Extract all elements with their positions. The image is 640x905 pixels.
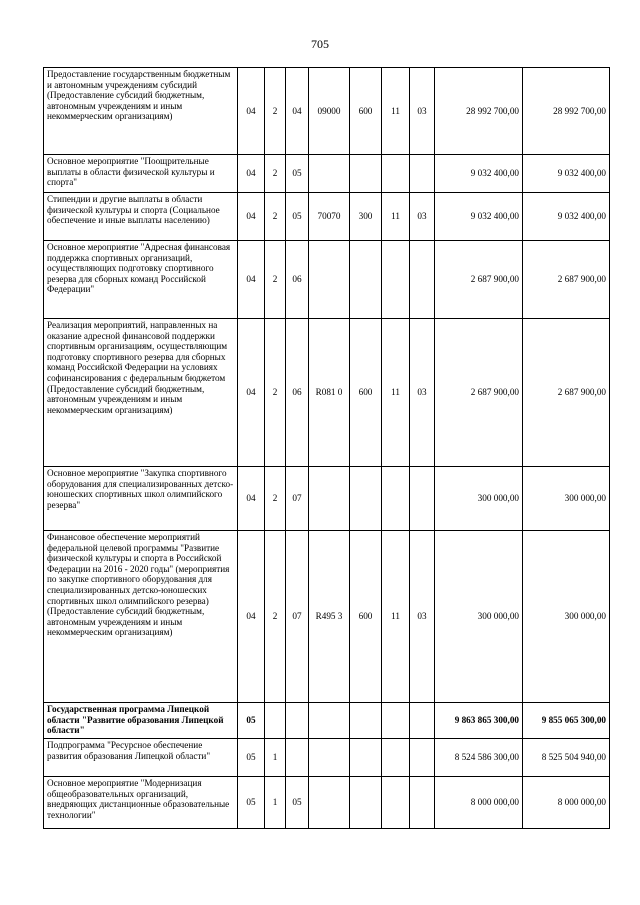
col-expense-type (350, 467, 382, 531)
col-expense-type: 600 (350, 319, 382, 467)
col-amount-1: 9 032 400,00 (435, 193, 523, 241)
table-row (44, 193, 610, 241)
col-item: 05 (286, 777, 309, 829)
col-subsection: 2 (265, 531, 286, 703)
table-row (44, 68, 610, 155)
col-item: 06 (286, 241, 309, 319)
col-target-code (309, 467, 350, 531)
col-section: 05 (238, 703, 265, 739)
col-subdepartment: 03 (410, 193, 435, 241)
col-subsection: 2 (265, 193, 286, 241)
col-amount-1: 28 992 700,00 (435, 68, 523, 155)
col-department: 11 (382, 68, 410, 155)
col-expense-type (350, 241, 382, 319)
col-section: 04 (238, 193, 265, 241)
row-description: Предоставление государственным бюджетным и автономным учреждениям субсидий (Предоставление субсидий бюджетным, автономным учреждениям и иным некоммерческим организациям) (44, 68, 238, 155)
col-section: 05 (238, 739, 265, 777)
col-subdepartment: 03 (410, 319, 435, 467)
col-item: 05 (286, 193, 309, 241)
table-row (44, 703, 610, 739)
col-department (382, 739, 410, 777)
col-target-code: R081 0 (309, 319, 350, 467)
table-row (44, 467, 610, 531)
col-amount-2: 9 855 065 300,00 (523, 703, 610, 739)
col-amount-2: 9 032 400,00 (523, 193, 610, 241)
col-amount-1: 300 000,00 (435, 531, 523, 703)
col-subdepartment (410, 155, 435, 193)
col-subdepartment (410, 777, 435, 829)
col-item (286, 739, 309, 777)
col-subsection: 2 (265, 155, 286, 193)
col-amount-1: 8 000 000,00 (435, 777, 523, 829)
row-description: Государственная программа Липецкой области "Развитие образования Липецкой области" (44, 703, 238, 739)
col-section: 04 (238, 155, 265, 193)
col-department (382, 241, 410, 319)
col-expense-type (350, 777, 382, 829)
col-amount-2: 28 992 700,00 (523, 68, 610, 155)
row-description: Подпрограмма "Ресурсное обеспечение развития образования Липецкой области" (44, 739, 238, 777)
row-description: Основное мероприятие "Закупка спортивного оборудования для специализированных детско-юношеских спортивных школ олимпийского резерва" (44, 467, 238, 531)
col-amount-2: 9 032 400,00 (523, 155, 610, 193)
col-item: 07 (286, 531, 309, 703)
col-subdepartment: 03 (410, 68, 435, 155)
col-subdepartment (410, 467, 435, 531)
col-target-code (309, 777, 350, 829)
col-item (286, 703, 309, 739)
budget-table (43, 67, 610, 829)
col-department: 11 (382, 319, 410, 467)
col-section: 04 (238, 319, 265, 467)
col-amount-2: 8 000 000,00 (523, 777, 610, 829)
col-item: 07 (286, 467, 309, 531)
col-subdepartment: 03 (410, 531, 435, 703)
col-department (382, 777, 410, 829)
col-target-code: 09000 (309, 68, 350, 155)
page-number: 705 (311, 37, 329, 51)
col-section: 05 (238, 777, 265, 829)
col-expense-type: 600 (350, 531, 382, 703)
col-subsection: 2 (265, 467, 286, 531)
col-section: 04 (238, 467, 265, 531)
row-description: Основное мероприятие "Адресная финансовая поддержка спортивных организаций, осуществляющих подготовку спортивного резерва для сборных команд Российской Федерации" (44, 241, 238, 319)
col-department: 11 (382, 193, 410, 241)
col-target-code (309, 739, 350, 777)
col-amount-1: 9 863 865 300,00 (435, 703, 523, 739)
col-amount-2: 300 000,00 (523, 467, 610, 531)
col-subdepartment (410, 703, 435, 739)
col-subdepartment (410, 241, 435, 319)
col-department (382, 467, 410, 531)
col-expense-type (350, 155, 382, 193)
col-department (382, 155, 410, 193)
col-amount-2: 300 000,00 (523, 531, 610, 703)
col-target-code (309, 703, 350, 739)
col-subsection (265, 703, 286, 739)
col-subsection: 2 (265, 319, 286, 467)
col-target-code (309, 155, 350, 193)
col-expense-type: 600 (350, 68, 382, 155)
col-target-code (309, 241, 350, 319)
col-section: 04 (238, 241, 265, 319)
col-subsection: 1 (265, 777, 286, 829)
row-description: Финансовое обеспечение мероприятий федеральной целевой программы "Развитие физической культуры и спорта в Российской Федерации на 2016 - 2020 годы" (мероприятия по закупке спортивного оборудования для специализированных детско-юношеских спортивных школ олимпийского резерва) (Предоставление субсидий бюджетным, автономным учреждениям и иным некоммерческим организациям) (44, 531, 238, 703)
col-department (382, 703, 410, 739)
col-subsection: 1 (265, 739, 286, 777)
col-section: 04 (238, 68, 265, 155)
col-item: 04 (286, 68, 309, 155)
table-row (44, 739, 610, 777)
col-subdepartment (410, 739, 435, 777)
col-item: 05 (286, 155, 309, 193)
col-amount-1: 300 000,00 (435, 467, 523, 531)
col-item: 06 (286, 319, 309, 467)
col-amount-2: 2 687 900,00 (523, 241, 610, 319)
col-amount-1: 8 524 586 300,00 (435, 739, 523, 777)
col-expense-type (350, 739, 382, 777)
col-expense-type (350, 703, 382, 739)
row-description: Основное мероприятие "Модернизация общеобразовательных организаций, внедряющих дистанционные образовательные технологии" (44, 777, 238, 829)
col-department: 11 (382, 531, 410, 703)
col-section: 04 (238, 531, 265, 703)
row-description: Стипендии и другие выплаты в области физической культуры и спорта (Социальное обеспечение и иные выплаты населению) (44, 193, 238, 241)
col-amount-2: 2 687 900,00 (523, 319, 610, 467)
col-amount-1: 2 687 900,00 (435, 241, 523, 319)
table-row (44, 319, 610, 467)
row-description: Основное мероприятие "Поощрительные выплаты в области физической культуры и спорта" (44, 155, 238, 193)
table-row (44, 155, 610, 193)
col-target-code: 70070 (309, 193, 350, 241)
table-row (44, 241, 610, 319)
col-subsection: 2 (265, 68, 286, 155)
col-amount-2: 8 525 504 940,00 (523, 739, 610, 777)
col-amount-1: 2 687 900,00 (435, 319, 523, 467)
col-expense-type: 300 (350, 193, 382, 241)
col-target-code: R495 3 (309, 531, 350, 703)
row-description: Реализация мероприятий, направленных на оказание адресной финансовой поддержки спортивным организациям, осуществляющим подготовку спортивного резерва для сборных команд Российской Федерации на условиях софинансирования с федеральным бюджетом (Предоставление субсидий бюджетным, автономным учреждениям и иным некоммерческим организациям) (44, 319, 238, 467)
table-row (44, 531, 610, 703)
col-subsection: 2 (265, 241, 286, 319)
col-amount-1: 9 032 400,00 (435, 155, 523, 193)
table-row (44, 777, 610, 829)
